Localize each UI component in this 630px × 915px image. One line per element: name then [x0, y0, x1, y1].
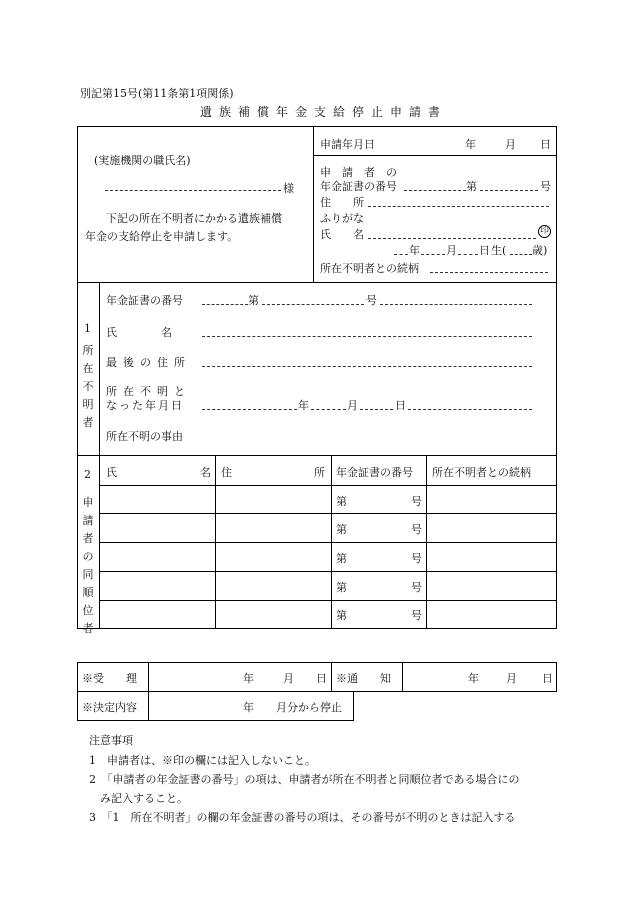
- name-field[interactable]: [368, 238, 536, 239]
- date-year: 年: [465, 138, 476, 151]
- row4-dai: 第: [336, 581, 347, 594]
- s1-reason-label: 所在不明の事由: [106, 430, 183, 443]
- birth-day-field[interactable]: [458, 254, 478, 255]
- notify-month: 月: [506, 672, 517, 685]
- s1-day: 日: [395, 399, 406, 412]
- notify-year: 年: [468, 672, 479, 685]
- date-month: 月: [505, 138, 516, 151]
- row5-go: 号: [411, 609, 422, 622]
- s1-last-address-field[interactable]: [202, 366, 532, 367]
- date-day: 日: [540, 138, 551, 151]
- applicant-go: 号: [540, 180, 551, 193]
- row2-go: 号: [411, 523, 422, 536]
- s1-year: 年: [298, 399, 309, 412]
- row4-go: 号: [411, 581, 422, 594]
- note-item: 1 申請者は、※印の欄には記入しないこと。: [89, 754, 316, 767]
- col-address-2: 所: [314, 466, 325, 479]
- request-text-2: 年金の支給停止を申請します。: [85, 230, 239, 243]
- section1-heading: 所在不明者: [82, 344, 94, 429]
- furigana-label: ふりがな: [320, 212, 364, 225]
- request-text-1: 下記の所在不明者にかかる遺族補償: [106, 212, 282, 225]
- note-item: 2 「申請者の年金証書の番号」の項は、申請者が所在不明者と同順位者である場合にの: [89, 773, 520, 786]
- s1-month: 月: [347, 399, 358, 412]
- address-field[interactable]: [368, 206, 549, 207]
- col-address-1: 住: [221, 466, 232, 479]
- s1-missing-date-label-1: 所在不明と: [106, 385, 191, 398]
- birth-suffix: 生(: [491, 244, 507, 257]
- s1-last-address-label: 最後の住所: [106, 356, 191, 369]
- col-relation: 所在不明者との続柄: [432, 466, 531, 479]
- agency-name-line[interactable]: [105, 190, 281, 191]
- row1-dai: 第: [336, 495, 347, 508]
- name-label: 氏 名: [320, 228, 364, 241]
- s1-missing-date-tail[interactable]: [408, 409, 532, 410]
- receipt-day: 日: [316, 672, 327, 685]
- row1-go: 号: [411, 495, 422, 508]
- s1-name-label: 氏 名: [106, 326, 172, 339]
- receipt-year: 年: [243, 672, 254, 685]
- s1-missing-date-label-2: なった年月日: [106, 399, 184, 412]
- section2-number: 2: [84, 468, 91, 481]
- address-label: 住 所: [320, 196, 364, 209]
- agency-label: (実施機関の職氏名): [94, 154, 191, 167]
- applicant-pension-field-a[interactable]: [404, 190, 466, 191]
- s1-go: 号: [366, 294, 377, 307]
- form-title: 遺族補償年金支給停止申請書: [200, 105, 448, 119]
- decision-stop: 年 月分から停止: [243, 701, 342, 714]
- s1-pension-field-c[interactable]: [380, 304, 532, 305]
- row3-go: 号: [411, 552, 422, 565]
- birth-year-field[interactable]: [394, 254, 408, 255]
- s1-dai: 第: [248, 294, 259, 307]
- section1-number: 1: [84, 322, 91, 335]
- row3-dai: 第: [336, 552, 347, 565]
- s1-pension-field-b[interactable]: [262, 304, 364, 305]
- col-name-1: 氏: [106, 466, 117, 479]
- birth-year: 年: [409, 244, 420, 257]
- honorific: 様: [283, 182, 294, 195]
- notes-title: 注意事項: [89, 734, 133, 747]
- form-number: 別記第15号(第11条第1項関係): [80, 87, 234, 100]
- age-field[interactable]: [510, 254, 532, 255]
- applicant-pension-label-1: 申 請 者 の: [320, 166, 397, 179]
- s1-missing-day-field[interactable]: [360, 409, 393, 410]
- decision-label: ※決定内容: [82, 701, 137, 714]
- note-item: み記入すること。: [89, 792, 188, 805]
- receipt-month: 月: [283, 672, 294, 685]
- date-label: 申請年月日: [320, 138, 375, 151]
- receipt-label: ※受 理: [82, 672, 137, 685]
- seal-mark: 印: [539, 226, 549, 236]
- s1-pension-label: 年金証書の番号: [106, 294, 183, 307]
- birth-month: 月: [446, 244, 457, 257]
- s1-pension-field-a[interactable]: [202, 304, 248, 305]
- notify-label: ※通 知: [336, 672, 391, 685]
- s1-missing-year-field[interactable]: [202, 409, 297, 410]
- applicant-pension-field-b[interactable]: [480, 190, 538, 191]
- age-suffix: 歳): [532, 244, 548, 257]
- s1-name-field[interactable]: [202, 336, 532, 337]
- col-pension: 年金証書の番号: [336, 466, 413, 479]
- row2-dai: 第: [336, 523, 347, 536]
- birth-month-field[interactable]: [421, 254, 445, 255]
- section2-heading: 申請者の同順位者: [82, 496, 94, 635]
- note-item: 3 「1 所在不明者」の欄の年金証書の番号の項は、その番号が不明のときは記入する: [89, 811, 516, 824]
- notify-day: 日: [542, 672, 553, 685]
- applicant-dai: 第: [466, 180, 477, 193]
- applicant-pension-label-2: 年金証書の番号: [320, 180, 397, 193]
- birth-day: 日: [479, 244, 490, 257]
- s1-missing-month-field[interactable]: [311, 409, 346, 410]
- row5-dai: 第: [336, 609, 347, 622]
- col-name-2: 名: [200, 466, 211, 479]
- relation-label: 所在不明者との続柄: [320, 262, 419, 275]
- relation-field[interactable]: [430, 272, 548, 273]
